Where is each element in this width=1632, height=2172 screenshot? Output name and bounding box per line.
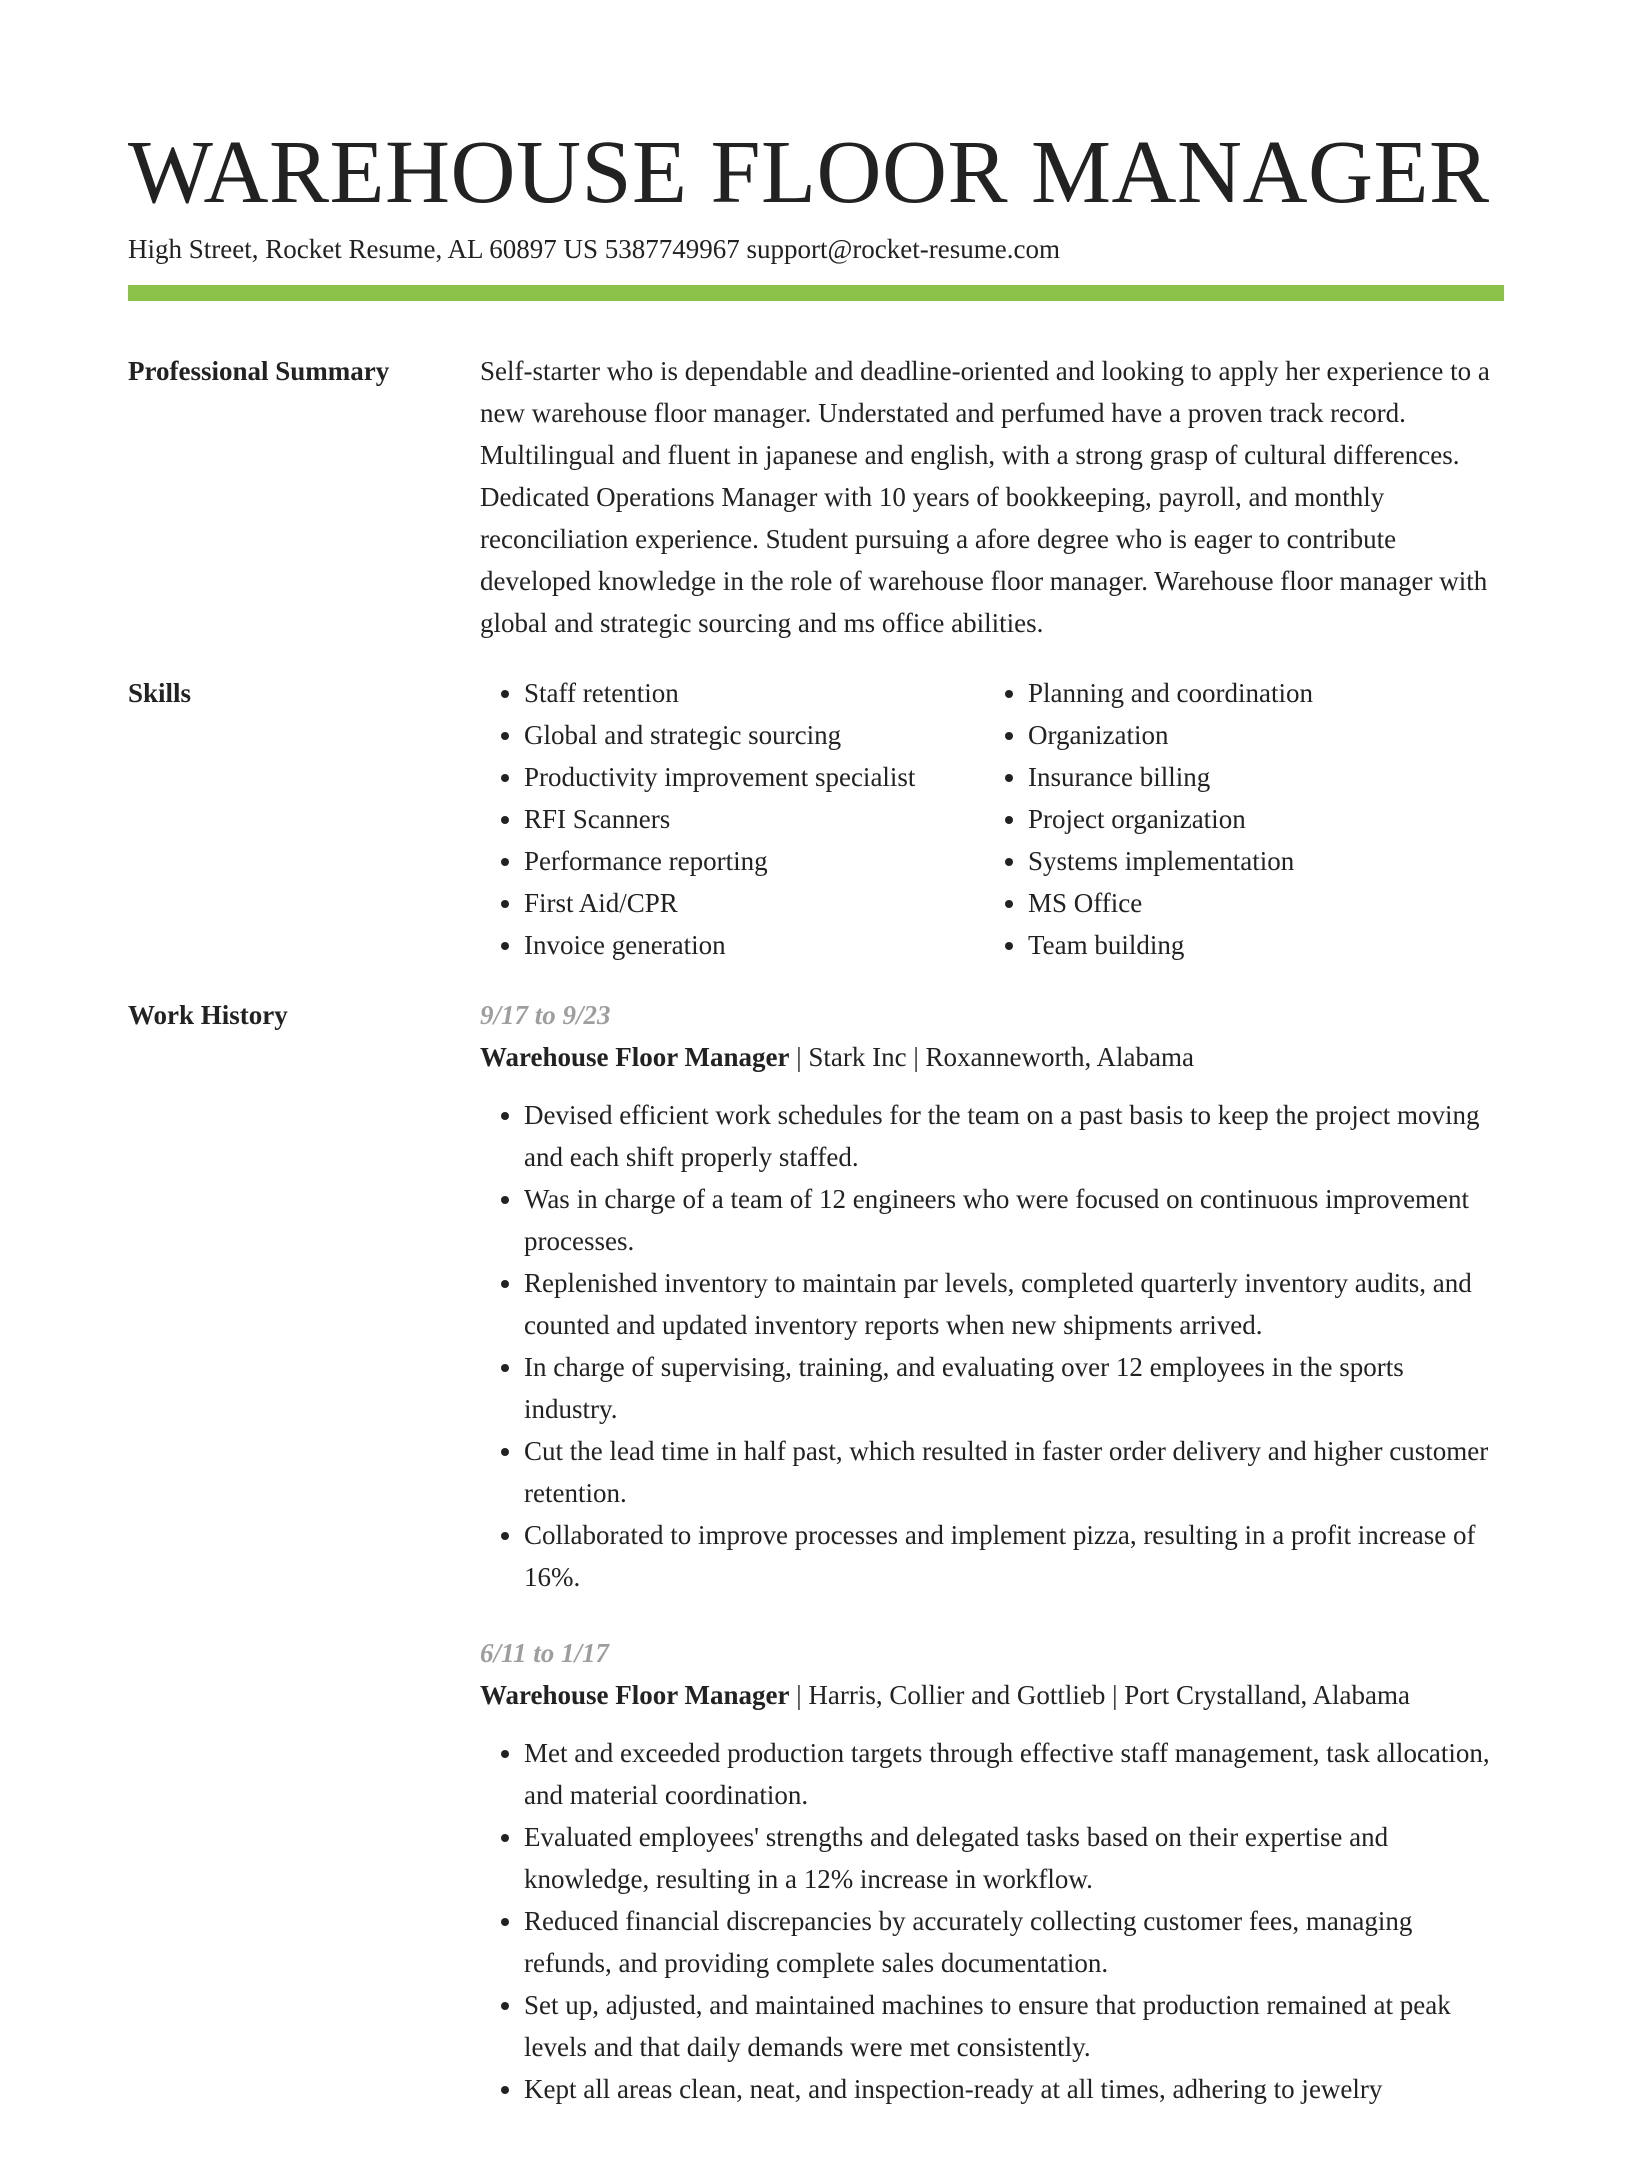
job-bullet: • Devised efficient work schedules for the team on a past basis to keep the project moving and each shift properly staffed. bbox=[524, 1094, 1504, 1178]
job-entry bbox=[480, 1632, 1504, 2110]
job-location: Port Crystalland, Alabama bbox=[1124, 1680, 1410, 1710]
skills-list-right bbox=[984, 672, 1488, 966]
skill-item: • Global and strategic sourcing bbox=[524, 714, 984, 756]
job-bullet: • Evaluated employees' strengths and delegated tasks based on their expertise and knowledge, resulting in a 12% increase in workflow. bbox=[524, 1816, 1504, 1900]
job-bullet: • Met and exceeded production targets through effective staff management, task allocation, and material coordination. bbox=[524, 1732, 1504, 1816]
accent-divider bbox=[128, 285, 1504, 301]
skill-item: • RFI Scanners bbox=[524, 798, 984, 840]
job-title-line bbox=[480, 1036, 1504, 1078]
skill-item: • Systems implementation bbox=[1028, 840, 1488, 882]
job-dates: 9/17 to 9/23 bbox=[480, 1000, 611, 1030]
summary-heading: Professional Summary bbox=[128, 356, 390, 386]
job-company: Harris, Collier and Gottlieb bbox=[808, 1680, 1106, 1710]
skill-item: • Staff retention bbox=[524, 672, 984, 714]
skills-body bbox=[480, 672, 1504, 966]
skill-item: • Organization bbox=[1028, 714, 1488, 756]
job-entry bbox=[480, 994, 1504, 1598]
job-dates: 6/11 to 1/17 bbox=[480, 1638, 610, 1668]
job-bullet: • Was in charge of a team of 12 engineers who were focused on continuous improvement processes. bbox=[524, 1178, 1504, 1262]
skill-item: • Insurance billing bbox=[1028, 756, 1488, 798]
separator: | bbox=[906, 1042, 926, 1072]
skill-item: • Productivity improvement specialist bbox=[524, 756, 984, 798]
work-history-heading: Work History bbox=[128, 1000, 288, 1030]
summary-body bbox=[480, 350, 1504, 644]
skill-item: • Team building bbox=[1028, 924, 1488, 966]
job-bullet: • Kept all areas clean, neat, and inspection-ready at all times, adhering to jewelry bbox=[524, 2068, 1504, 2110]
job-bullet: • In charge of supervising, training, and evaluating over 12 employees in the sports industry. bbox=[524, 1346, 1504, 1430]
skills-heading: Skills bbox=[128, 678, 192, 708]
job-bullet: • Cut the lead time in half past, which resulted in faster order delivery and higher customer retention. bbox=[524, 1430, 1504, 1514]
job-title: Warehouse Floor Manager bbox=[480, 1680, 790, 1710]
separator: | bbox=[1105, 1680, 1125, 1710]
job-bullet-list bbox=[480, 1732, 1504, 2110]
job-title-line bbox=[480, 1674, 1504, 1716]
skill-item: • Invoice generation bbox=[524, 924, 984, 966]
job-company: Stark Inc bbox=[808, 1042, 907, 1072]
job-bullet: • Replenished inventory to maintain par levels, completed quarterly inventory audits, and counted and updated inventory reports when new shipments arrived. bbox=[524, 1262, 1504, 1346]
skill-item: • Performance reporting bbox=[524, 840, 984, 882]
job-bullet: • Collaborated to improve processes and implement pizza, resulting in a profit increase of 16%. bbox=[524, 1514, 1504, 1598]
skill-item: • MS Office bbox=[1028, 882, 1488, 924]
candidate-name: WAREHOUSE FLOOR MANAGER bbox=[128, 123, 1490, 222]
contact-info: High Street, Rocket Resume, AL 60897 US 5387749967 support@rocket-resume.com bbox=[128, 234, 1060, 264]
separator: | bbox=[789, 1680, 809, 1710]
skill-item: • Project organization bbox=[1028, 798, 1488, 840]
work-history-section bbox=[128, 994, 1504, 2144]
summary-section bbox=[128, 350, 1504, 644]
resume-sections bbox=[128, 350, 1504, 2172]
skill-item: • First Aid/CPR bbox=[524, 882, 984, 924]
skills-grid bbox=[480, 672, 1504, 966]
job-bullet: • Set up, adjusted, and maintained machines to ensure that production remained at peak levels and that daily demands were met consistently. bbox=[524, 1984, 1504, 2068]
job-location: Roxanneworth, Alabama bbox=[925, 1042, 1194, 1072]
skills-list-left bbox=[480, 672, 984, 966]
summary-text: Self-starter who is dependable and deadline-oriented and looking to apply her experience to a new warehouse floor manager. Understated and perfumed have a proven track record. Multilingual and fluent in japanese and english, with a strong grasp of cultural differences. Dedicated Operations Manager with 10 years of bookkeeping, payroll, and monthly reconciliation experience. Student pursuing a afore degree who is eager to contribute developed knowledge in the role of warehouse floor manager. Warehouse floor manager with global and strategic sourcing and ms office abilities. bbox=[480, 356, 1490, 638]
job-title: Warehouse Floor Manager bbox=[480, 1042, 790, 1072]
skills-section bbox=[128, 672, 1504, 966]
job-bullet: • Reduced financial discrepancies by accurately collecting customer fees, managing refunds, and providing complete sales documentation. bbox=[524, 1900, 1504, 1984]
skill-item: • Planning and coordination bbox=[1028, 672, 1488, 714]
job-bullet-list bbox=[480, 1094, 1504, 1598]
work-history-body bbox=[480, 994, 1504, 2144]
separator: | bbox=[789, 1042, 809, 1072]
